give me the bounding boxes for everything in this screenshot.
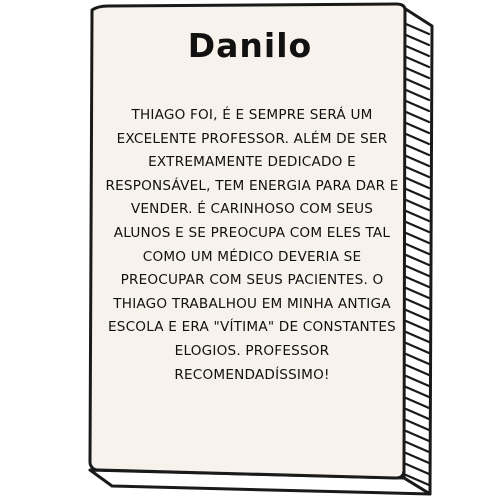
card-testimonial-text: THIAGO FOI, É E SEMPRE SERÁ UM EXCELENTE PROFESSOR. ALÉM DE SER EXTREMAMENTE DEDICADO E RESPONSÁVEL, TEM ENERGIA PARA DAR E VENDER. É CARINHOSO COM SEUS ALUNOS E SE PREOCUPA COM ELES TAL COMO UM MÉDICO DEVERIA SE PREOCUPAR COM SEUS PACIENTES. O THIAGO TRABALHOU EM MINHA ANTIGA ESCOLA E ERA "VÍTIMA" DE CONSTANTES ELOGIOS. PROFESSOR RECOMENDADÍSSIMO! xyxy=(105,107,399,383)
card-title: Danilo xyxy=(187,26,313,65)
